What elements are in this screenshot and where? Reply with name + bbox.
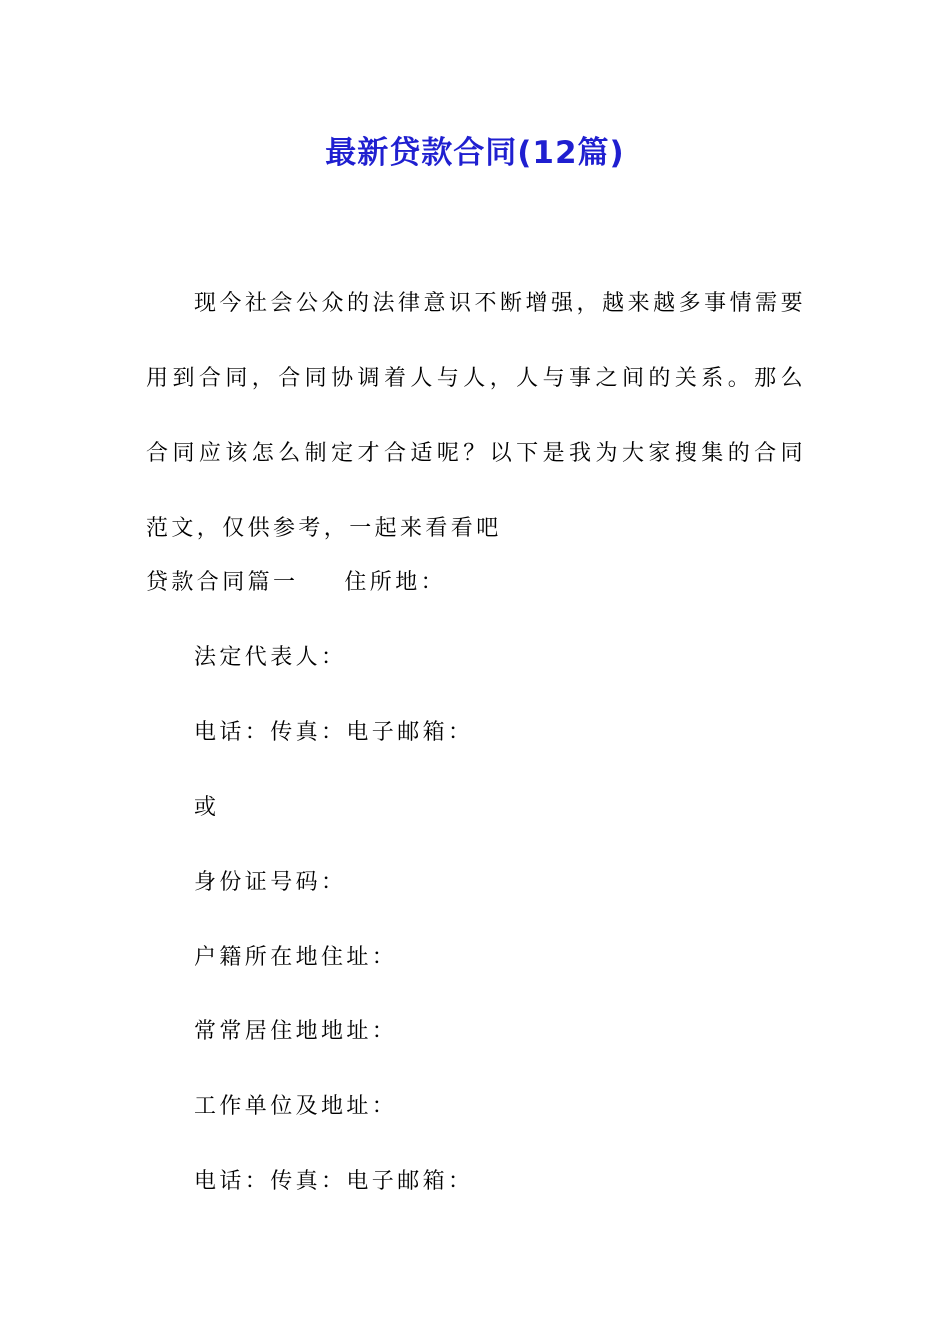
household-address-field: 户籍所在地住址： [194,945,398,970]
legal-representative-field: 法定代表人： [194,645,347,670]
residence-address-field: 常常居住地地址： [194,1019,398,1044]
section-heading [146,568,446,598]
section-title: 贷款合同篇一 [146,570,299,595]
document-title: 最新贷款合同(12篇) [325,135,625,171]
contact-field: 电话：传真：电子邮箱： [194,720,474,745]
employer-address-field: 工作单位及地址： [194,1094,398,1119]
intro-paragraph: 现今社会公众的法律意识不断增强，越来越多事情需要用到合同，合同协调着人与人，人与事之间的关系。那么合同应该怎么制定才合适呢？以下是我为大家搜集的合同范文，仅供参考，一起来看看吧 [146,291,806,541]
or-separator: 或 [194,795,220,820]
id-number-field: 身份证号码： [194,870,347,895]
address-field-label: 住所地： [344,570,447,595]
contact-field-2: 电话：传真：电子邮箱： [194,1169,474,1194]
